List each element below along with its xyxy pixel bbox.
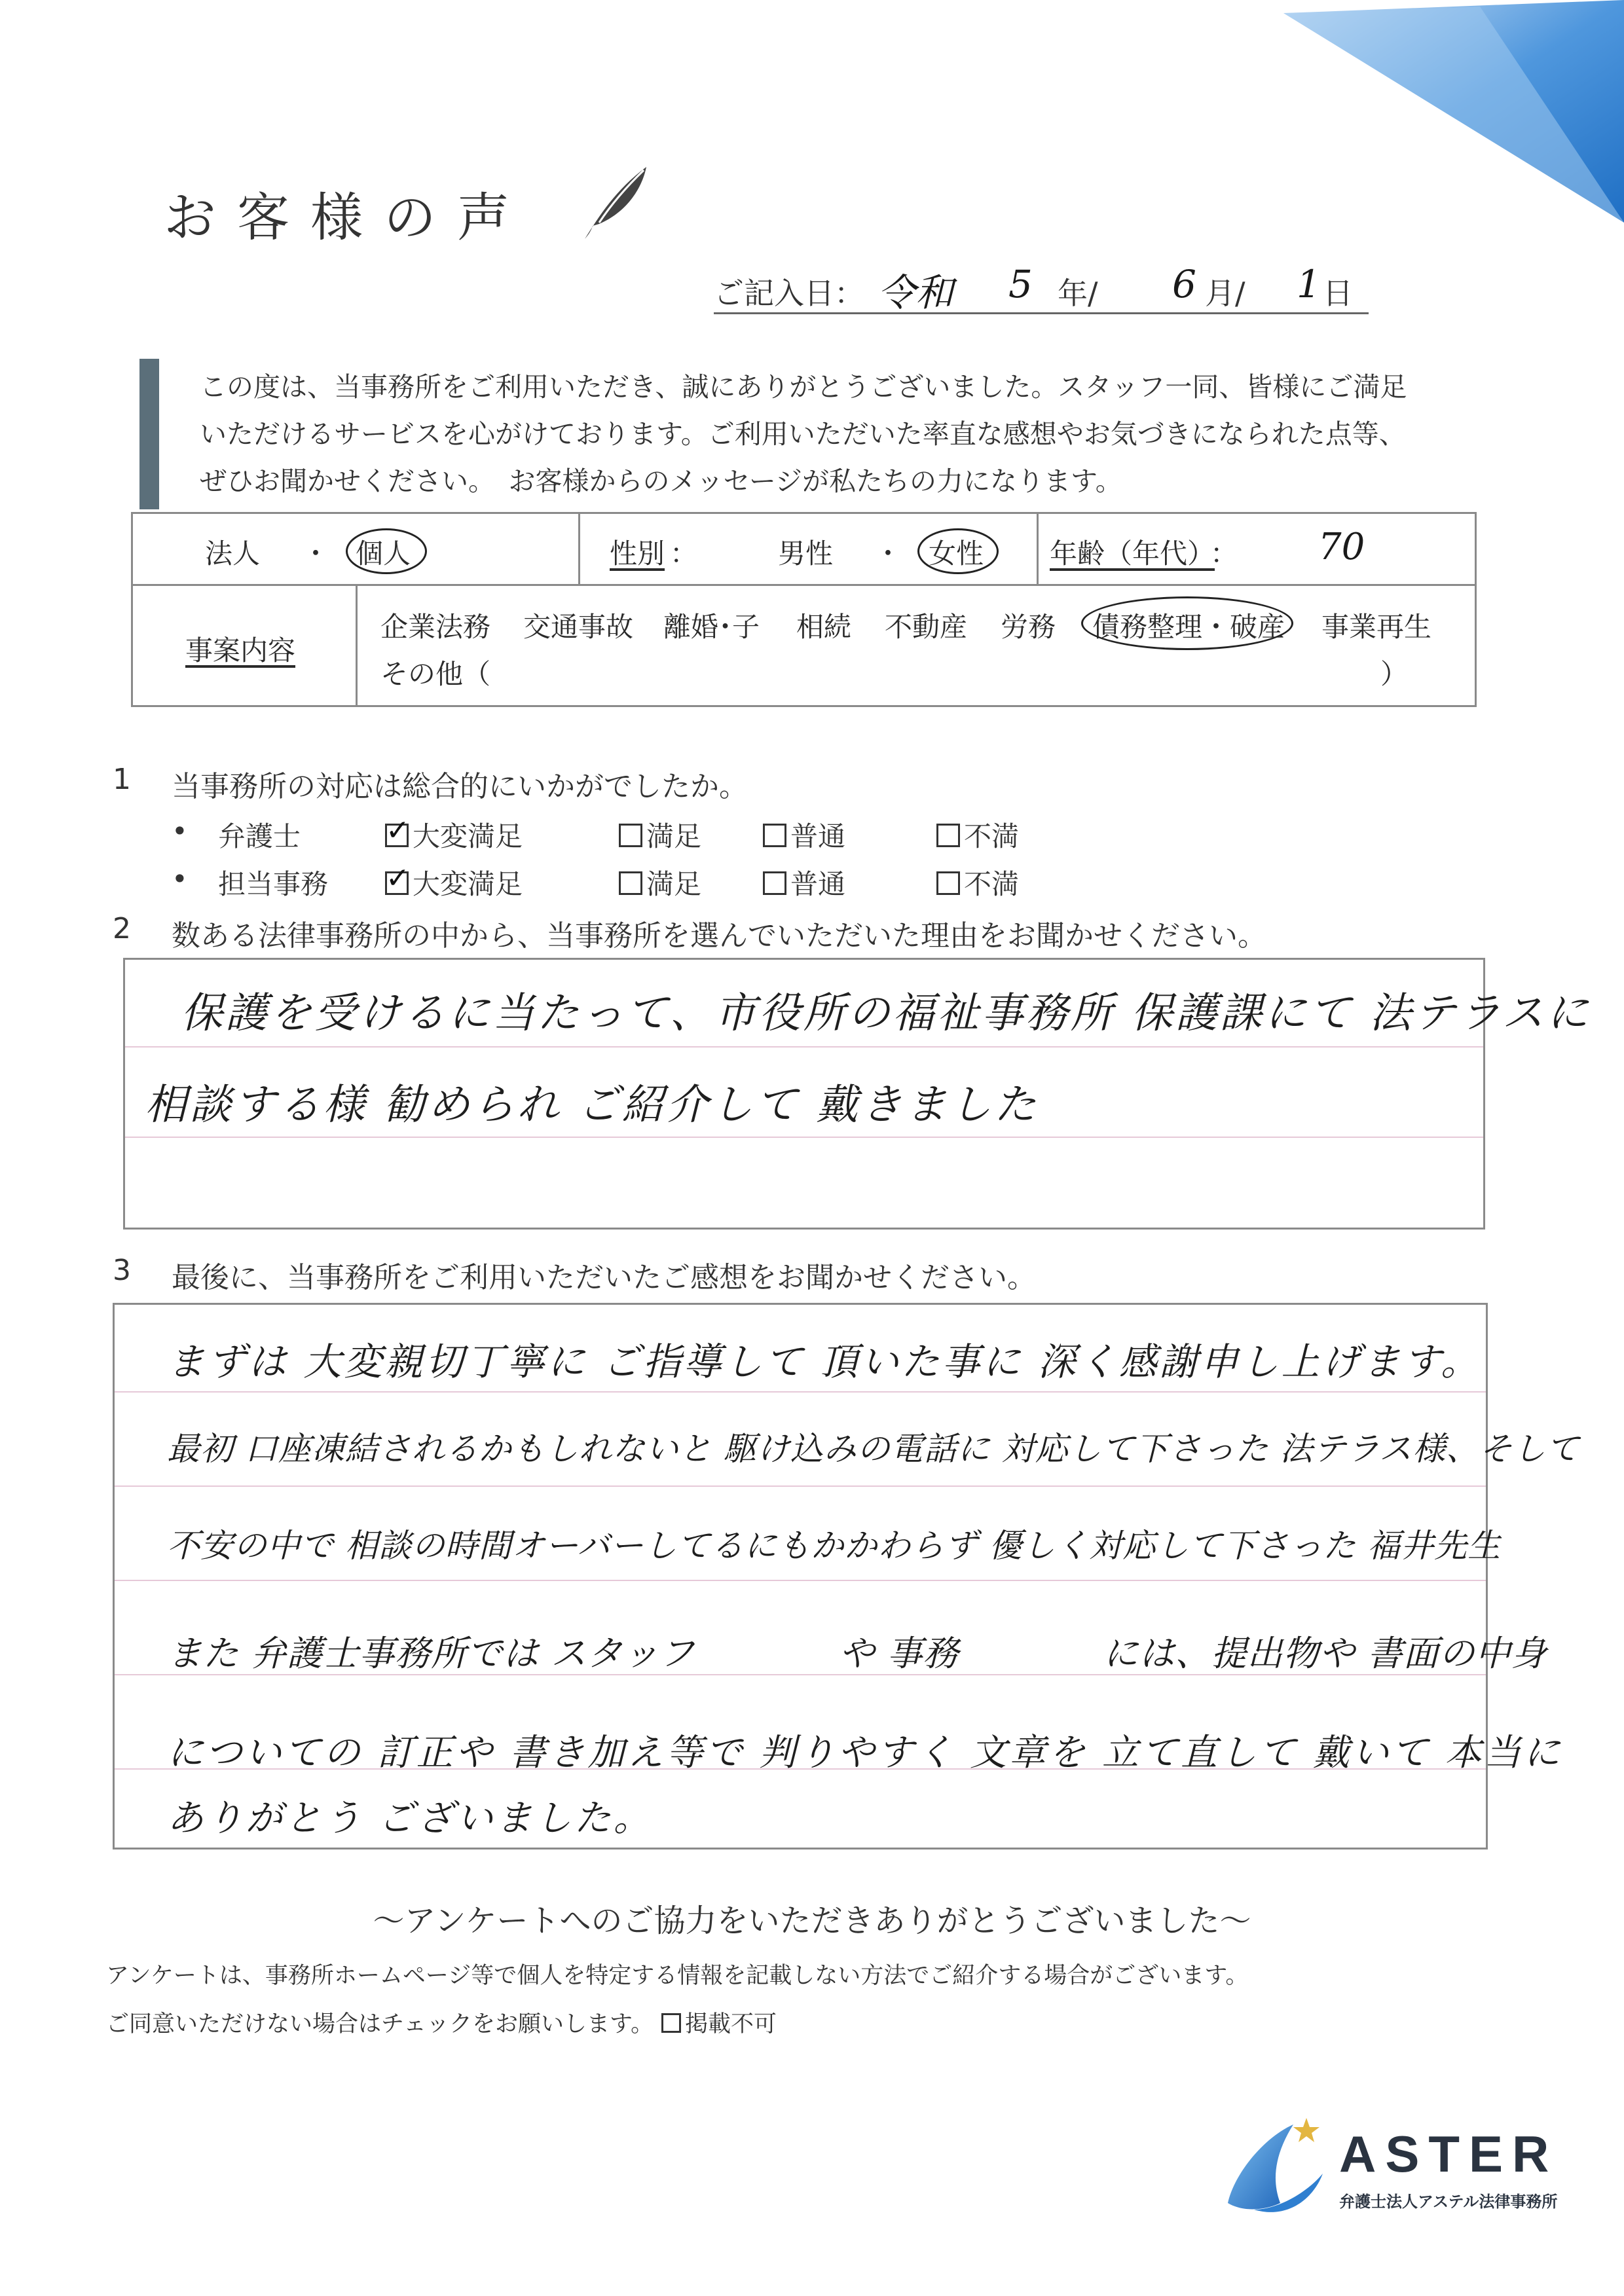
age-value: 70 bbox=[1318, 526, 1365, 568]
female-option[interactable]: 女性 bbox=[929, 538, 984, 570]
date-label: ご記入日： bbox=[714, 276, 864, 311]
rating-normal[interactable]: 普通 bbox=[763, 863, 845, 902]
selection-circle bbox=[917, 528, 999, 574]
q3-answer-line: また 弁護士事務所では スタッフ や 事務 には、提出物や 書面の中身 bbox=[167, 1633, 1547, 1674]
disclosure-note: アンケートは、事務所ホームページ等で個人を特定する情報を記載しない方法でご紹介する場合がございます。 bbox=[106, 1963, 1249, 1989]
intro-accent-bar bbox=[139, 359, 159, 509]
q1-number: 1 bbox=[113, 763, 131, 796]
rule-line bbox=[125, 1137, 1483, 1138]
age-label: 年齢（年代） bbox=[1050, 538, 1215, 570]
separator-dot: ・ bbox=[302, 538, 330, 570]
date-underline bbox=[714, 312, 1369, 314]
profile-row bbox=[133, 514, 1475, 586]
q2-number: 2 bbox=[113, 912, 131, 945]
cell-divider bbox=[1037, 514, 1039, 584]
checkbox-icon[interactable] bbox=[619, 824, 642, 847]
q2-text: 数ある法律事務所の中から、当事務所を選んでいただいた理由をお聞かせください。 bbox=[172, 919, 1266, 953]
page-title: お客様の声 bbox=[164, 187, 530, 248]
case-item[interactable]: 離婚･子 bbox=[663, 611, 760, 643]
q2-answer-line: 相談する様 勧められ ご紹介して 戴きました bbox=[145, 1081, 1039, 1129]
date-month: 6 bbox=[1172, 262, 1196, 306]
entry-date bbox=[714, 262, 1369, 314]
q3-answer-line: ありがとう ございました。 bbox=[167, 1797, 653, 1840]
gender-label: 性別 bbox=[610, 538, 665, 570]
checkbox-icon[interactable] bbox=[763, 871, 786, 895]
case-item[interactable]: 労務 bbox=[1001, 611, 1056, 643]
corner-decoration bbox=[1283, 0, 1624, 223]
no-publish-checkbox[interactable]: 掲載不可 bbox=[661, 2006, 777, 2039]
cell-divider bbox=[356, 586, 358, 705]
other-close: ） bbox=[1380, 658, 1409, 690]
logo-name: ASTER bbox=[1339, 2125, 1559, 2183]
rating-dissatisfied[interactable]: 不満 bbox=[936, 863, 1019, 902]
q1-row-label: 弁護士 bbox=[218, 820, 301, 852]
case-item[interactable]: 債務整理・破産 bbox=[1092, 611, 1285, 643]
selection-circle bbox=[346, 528, 427, 574]
gender-colon: ： bbox=[670, 538, 698, 570]
checkbox-icon[interactable] bbox=[936, 871, 960, 895]
case-item[interactable]: 事業再生 bbox=[1321, 611, 1432, 643]
thanks-message: 〜アンケートへのご協力をいただきありがとうございました〜 bbox=[373, 1903, 1251, 1939]
q3-text: 最後に、当事務所をご利用いただいたご感想をお聞かせください。 bbox=[172, 1261, 1036, 1294]
individual-option[interactable]: 個人 bbox=[356, 538, 411, 570]
rating-satisfied[interactable]: 満足 bbox=[619, 863, 701, 902]
checkbox-icon[interactable] bbox=[936, 824, 960, 847]
intro-line: いただけるサービスを心がけております。ご利用いただいた率直な感想やお気づきになられた点等、 bbox=[200, 418, 1406, 450]
rating-very-satisfied[interactable]: ✓ 大変満足 bbox=[385, 863, 523, 902]
intro-line: ぜひお聞かせください。 お客様からのメッセージが私たちの力になります。 bbox=[200, 465, 1122, 497]
aster-logo-icon bbox=[1215, 2111, 1333, 2223]
checkbox-icon[interactable] bbox=[385, 871, 409, 895]
logo-subtitle: 弁護士法人アステル法律事務所 bbox=[1339, 2193, 1558, 2211]
q3-answer-line: についての 訂正や 書き加え等で 判りやすく 文章を 立て直して 戴いて 本当に bbox=[167, 1732, 1563, 1774]
case-item[interactable]: 不動産 bbox=[885, 611, 968, 643]
separator-dot: ・ bbox=[874, 538, 902, 570]
month-unit: 月/ bbox=[1205, 276, 1246, 311]
q1-text: 当事務所の対応は総合的にいかがでしたか。 bbox=[172, 770, 748, 803]
rating-satisfied[interactable]: 満足 bbox=[619, 815, 701, 854]
checkbox-icon[interactable] bbox=[763, 824, 786, 847]
age-colon: ： bbox=[1210, 538, 1238, 570]
case-item[interactable]: 交通事故 bbox=[523, 611, 634, 643]
rating-dissatisfied[interactable]: 不満 bbox=[936, 815, 1019, 854]
date-day: 1 bbox=[1297, 262, 1321, 306]
rule-line bbox=[115, 1391, 1486, 1393]
case-item[interactable]: 相続 bbox=[796, 611, 852, 643]
q3-answer-line: 最初 口座凍結されるかもしれないと 駆け込みの電話に 対応して下さった 法テラス様、そして bbox=[167, 1430, 1580, 1468]
selection-circle bbox=[1081, 596, 1293, 650]
checkbox-icon[interactable] bbox=[661, 2013, 681, 2033]
rating-very-satisfied[interactable]: ✓ 大変満足 bbox=[385, 815, 523, 854]
case-row bbox=[133, 586, 1475, 705]
quill-icon bbox=[580, 164, 652, 242]
q3-answer-line: 不安の中で 相談の時間オーバーしてるにもかかわらず 優しく対応して下さった 福井先生 bbox=[167, 1527, 1502, 1565]
day-unit: 日 bbox=[1323, 276, 1353, 311]
male-option[interactable]: 男性 bbox=[778, 538, 834, 570]
rule-line bbox=[115, 1580, 1486, 1581]
rating-normal[interactable]: 普通 bbox=[763, 815, 845, 854]
checkbox-icon[interactable] bbox=[619, 871, 642, 895]
q2-answer-line: 保護を受けるに当たって、市役所の福祉事務所 保護課にて 法テラスに bbox=[181, 989, 1591, 1038]
q3-number: 3 bbox=[113, 1254, 131, 1287]
q3-answer-box[interactable] bbox=[113, 1303, 1580, 1850]
date-era: 令和 bbox=[877, 270, 954, 315]
year-unit: 年/ bbox=[1058, 276, 1098, 311]
corporate-option[interactable]: 法人 bbox=[205, 538, 261, 570]
cell-divider bbox=[578, 514, 580, 584]
intro-line: この度は、当事務所をご利用いただき、誠にありがとうございました。スタッフ一同、皆様にご満足 bbox=[200, 371, 1407, 403]
q1-bullet: • bbox=[172, 863, 188, 895]
case-label: 事案内容 bbox=[185, 634, 296, 666]
consent-note: ご同意いただけない場合はチェックをお願いします。 bbox=[106, 2011, 654, 2037]
rule-line bbox=[115, 1485, 1486, 1487]
q1-row-label: 担当事務 bbox=[218, 868, 329, 900]
aster-logo bbox=[1215, 2111, 1559, 2223]
intro-text bbox=[200, 363, 1503, 505]
case-item[interactable]: 企業法務 bbox=[380, 611, 491, 643]
q1-bullet: • bbox=[172, 815, 188, 847]
q3-answer-line: まずは 大変親切丁寧に ご指導して 頂いた事に 深く感謝申し上げます。 bbox=[167, 1339, 1482, 1384]
date-year: 5 bbox=[1008, 262, 1033, 306]
profile-table bbox=[131, 512, 1477, 707]
rule-line bbox=[125, 1046, 1483, 1048]
other-label: その他（ bbox=[380, 658, 491, 690]
checkbox-icon[interactable] bbox=[385, 824, 409, 847]
q2-answer-box[interactable] bbox=[123, 958, 1591, 1230]
